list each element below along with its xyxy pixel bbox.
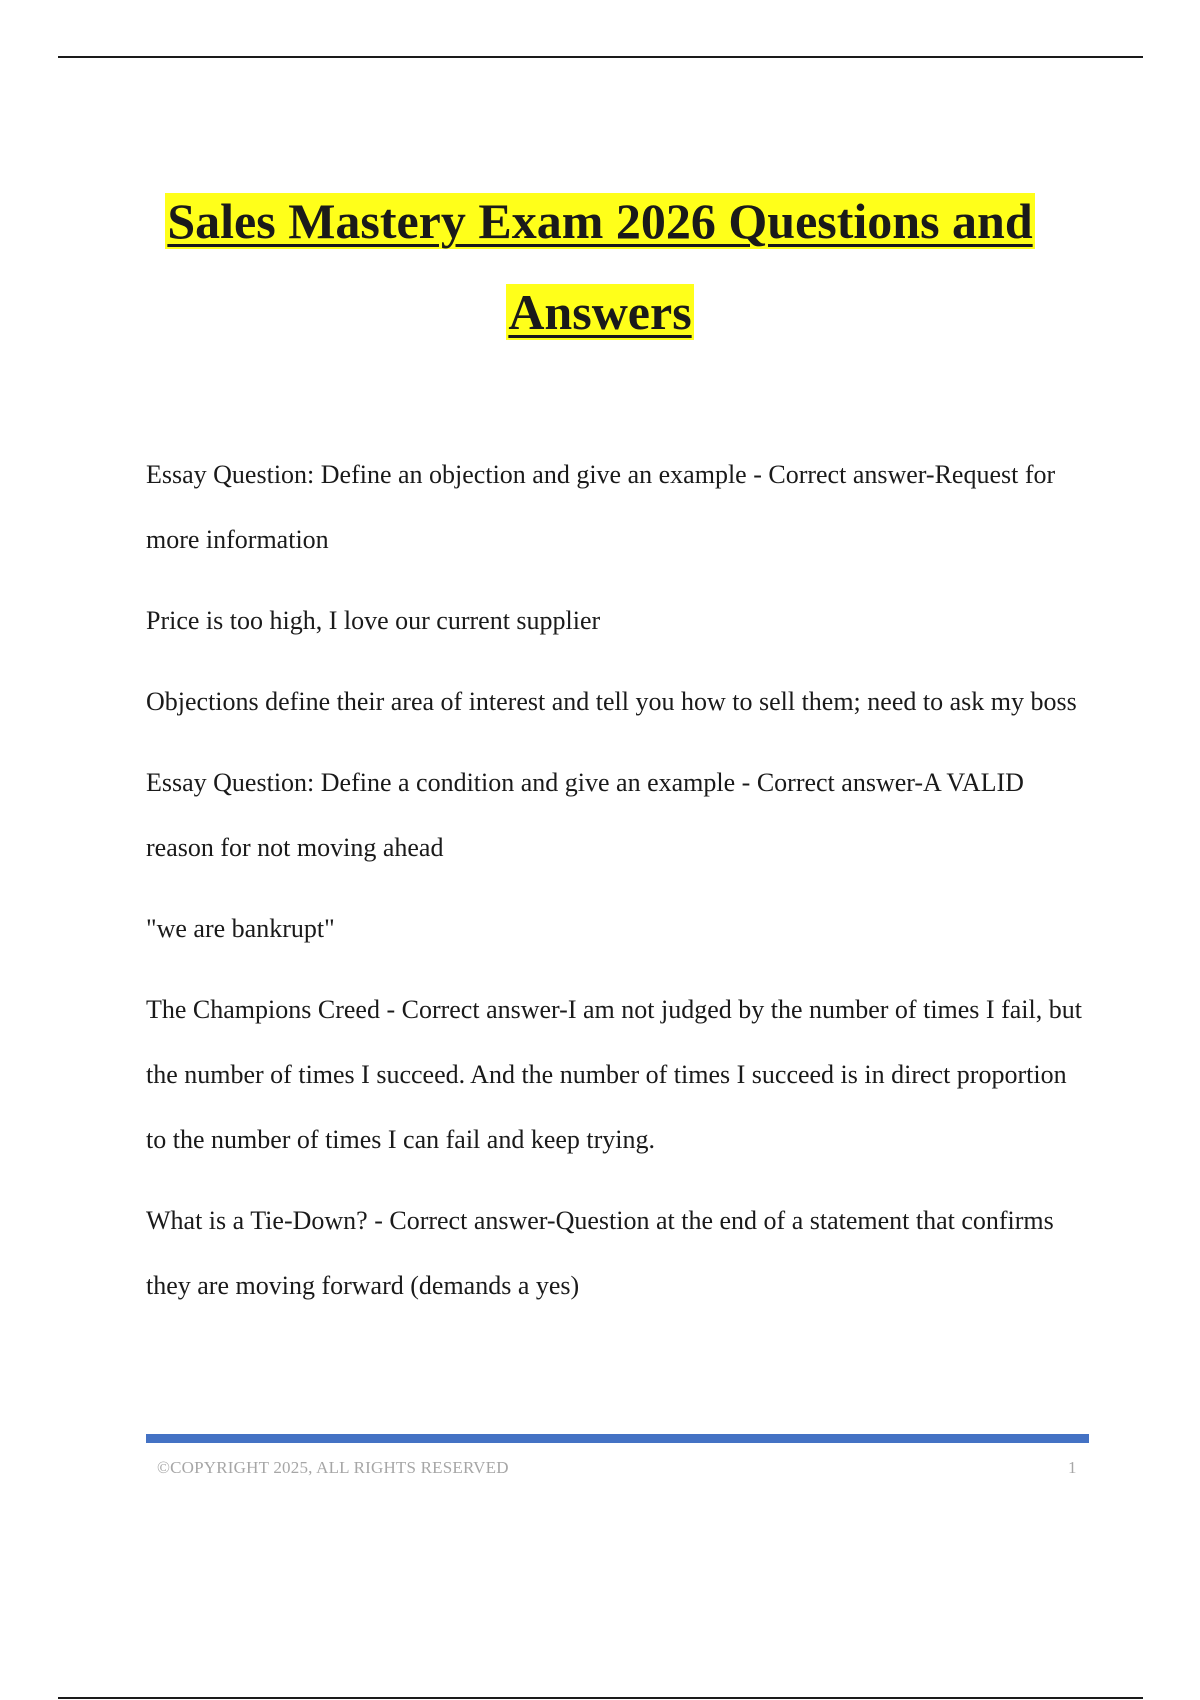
paragraph-condition-example: "we are bankrupt": [146, 914, 335, 943]
footer-divider: [146, 1434, 1089, 1443]
title-line-1: [0, 176, 1200, 267]
footer-copyright: ©COPYRIGHT 2025, ALL RIGHTS RESERVED: [157, 1458, 509, 1477]
paragraph-tie-down: What is a Tie-Down? - Correct answer-Question at the end of a statement that confirms they are moving forward (demands a yes): [146, 1206, 1054, 1300]
title-line-2-text: Answers: [508, 284, 692, 340]
document-body: [146, 442, 1086, 1334]
bottom-rule: [58, 1697, 1143, 1699]
title-line-1-text: Sales Mastery Exam 2026 Questions and: [167, 193, 1033, 249]
top-rule: [58, 56, 1143, 58]
paragraph-objection-definition: Objections define their area of interest and tell you how to sell them; need to ask my boss: [146, 687, 1077, 716]
page-number: 1: [1068, 1458, 1077, 1477]
document-title: [0, 176, 1200, 358]
paragraph-champions-creed: The Champions Creed - Correct answer-I am not judged by the number of times I fail, but the number of times I succeed. And the number of times I succeed is in direct proportion to the number of times I can fail and keep trying.: [146, 995, 1082, 1154]
title-line-2: [0, 267, 1200, 358]
paragraph-condition-question: Essay Question: Define a condition and give an example - Correct answer-A VALID reason for not moving ahead: [146, 768, 1024, 862]
paragraph-objection-question: Essay Question: Define an objection and give an example - Correct answer-Request for more information: [146, 460, 1056, 554]
paragraph-objection-example: Price is too high, I love our current supplier: [146, 606, 601, 635]
